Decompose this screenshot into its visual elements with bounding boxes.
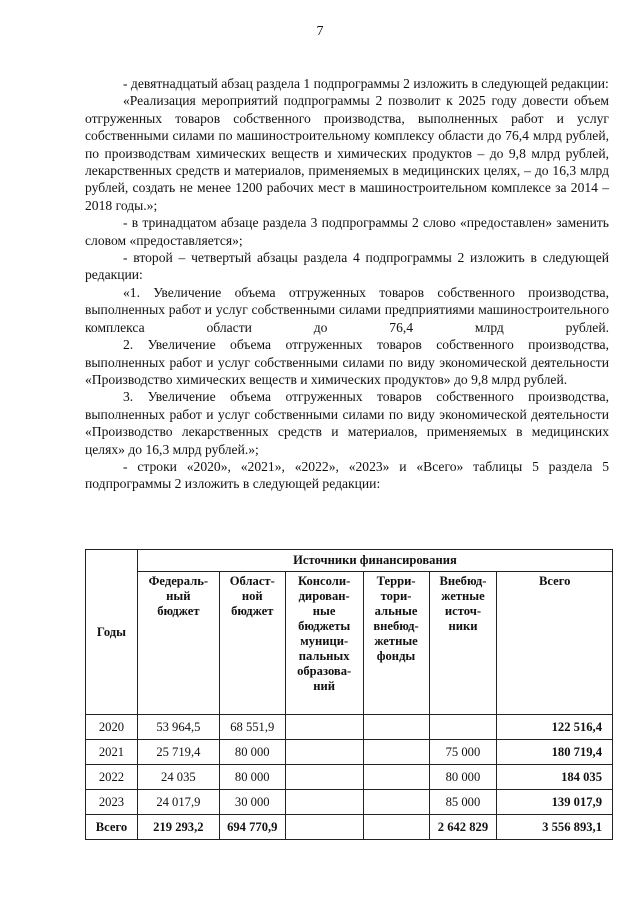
header-sources: Источники финансирования: [137, 550, 612, 572]
cell-federal: 53 964,5: [137, 715, 219, 740]
paragraph-3: - в тринадцатом абзаце раздела 3 подпрограммы 2 слово «предоставлен» заменить словом «предоставляется»;: [85, 215, 609, 248]
cell-federal: 24 035: [137, 765, 219, 790]
header-regional: Област- ной бюджет: [219, 572, 285, 715]
financing-table: [85, 549, 613, 840]
cell-extrabudget: 85 000: [429, 790, 497, 815]
cell-extrabudget: 80 000: [429, 765, 497, 790]
body-text: [85, 75, 609, 493]
cell-municipal: [285, 715, 363, 740]
cell-extrabudget: 2 642 829: [429, 815, 497, 840]
cell-territorial: [363, 765, 429, 790]
cell-territorial: [363, 715, 429, 740]
header-extrabudget: Внебюд- жетные источ- ники: [429, 572, 497, 715]
header-federal: Федераль- ный бюджет: [137, 572, 219, 715]
cell-regional: 68 551,9: [219, 715, 285, 740]
cell-year: 2021: [86, 740, 138, 765]
paragraph-7: 3. Увеличение объема отгруженных товаров собственного производства, выполненных работ и услуг собственными силами по виду экономической деятельности «Производство лекарственных средств и материалов, применяемых в медицинских целях» до 16,3 млрд рублей.»;: [85, 389, 609, 457]
table-total-row: [86, 815, 613, 840]
cell-federal: 25 719,4: [137, 740, 219, 765]
cell-regional: 694 770,9: [219, 815, 285, 840]
cell-year: Всего: [86, 815, 138, 840]
cell-territorial: [363, 815, 429, 840]
header-municipal: Консоли- дирован- ные бюджеты муници- пальных образова- ний: [285, 572, 363, 715]
cell-territorial: [363, 790, 429, 815]
cell-total: 184 035: [497, 765, 613, 790]
page-number: 7: [316, 24, 324, 39]
paragraph-2: «Реализация мероприятий подпрограммы 2 позволит к 2025 году довести объем отгруженных товаров собственного производства, выполненных работ и услуг собственными силами по машиностроительному комплексу области до 76,4 млрд рублей, по производствам химических веществ и химических продуктов – до 9,8 млрд рублей, лекарственных средств и материалов, применяемых в медицинских целях, – до 16,3 млрд рублей, создать не менее 1200 рабочих мест в машиностроительном комплексе за 2014 – 2018 годы.»;: [85, 93, 609, 213]
cell-territorial: [363, 740, 429, 765]
cell-municipal: [285, 765, 363, 790]
table-row: [86, 715, 613, 740]
paragraph-1: - девятнадцатый абзац раздела 1 подпрограммы 2 изложить в следующей редакции:: [123, 76, 609, 91]
table-row: [86, 765, 613, 790]
table-row: [86, 790, 613, 815]
table-header-row: [86, 550, 613, 572]
cell-regional: 80 000: [219, 740, 285, 765]
cell-municipal: [285, 740, 363, 765]
header-years: Годы: [86, 550, 138, 715]
table-subheader-row: [86, 572, 613, 715]
cell-year: 2022: [86, 765, 138, 790]
paragraph-4: - второй – четвертый абзацы раздела 4 подпрограммы 2 изложить в следующей редакции:: [85, 250, 609, 283]
cell-year: 2023: [86, 790, 138, 815]
cell-regional: 30 000: [219, 790, 285, 815]
cell-regional: 80 000: [219, 765, 285, 790]
cell-federal: 219 293,2: [137, 815, 219, 840]
cell-year: 2020: [86, 715, 138, 740]
cell-municipal: [285, 790, 363, 815]
cell-municipal: [285, 815, 363, 840]
cell-total: 139 017,9: [497, 790, 613, 815]
cell-extrabudget: [429, 715, 497, 740]
cell-total: 180 719,4: [497, 740, 613, 765]
table-row: [86, 740, 613, 765]
cell-total: 122 516,4: [497, 715, 613, 740]
cell-extrabudget: 75 000: [429, 740, 497, 765]
paragraph-5: «1. Увеличение объема отгруженных товаров собственного производства, выполненных работ и услуг собственными силами предприятиями машиностроительного комплекса области до 76,4 млрд рублей.: [85, 284, 609, 335]
header-total: Всего: [497, 572, 613, 715]
paragraph-6: 2. Увеличение объема отгруженных товаров собственного производства, выполненных работ и услуг собственными силами по виду экономической деятельности «Производство химических веществ и химических продуктов» до 9,8 млрд рублей.: [85, 337, 609, 387]
header-territorial: Терри- тори- альные внебюд- жетные фонды: [363, 572, 429, 715]
cell-federal: 24 017,9: [137, 790, 219, 815]
paragraph-8: - строки «2020», «2021», «2022», «2023» и «Всего» таблицы 5 раздела 5 подпрограммы 2 изложить в следующей редакции:: [85, 458, 609, 492]
cell-total: 3 556 893,1: [497, 815, 613, 840]
